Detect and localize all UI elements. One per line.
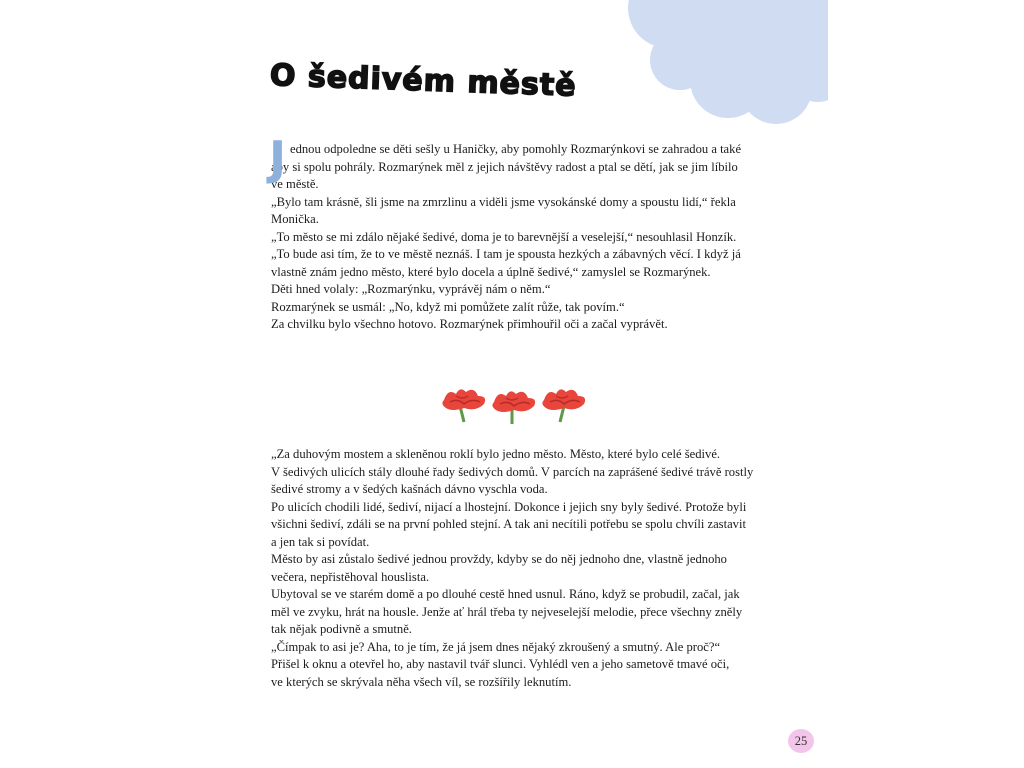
flower-1 [442, 389, 485, 422]
drop-cap: J [269, 131, 287, 185]
text-line: večera, nepřistěhoval houslista. [271, 569, 430, 584]
text-line: V šedivých ulicích stály dlouhé řady šedivých domů. V parcích na zaprášené šedivé trávě rostly [271, 464, 754, 479]
text-line: ve městě. [271, 177, 319, 191]
text-line: Po ulicích chodili lidé, šediví, nijací a lhostejní. Dokonce i jejich sny byly šedivé. Protože byli [271, 499, 747, 514]
text-line: Rozmarýnek se usmál: „No, když mi pomůžete zalít růže, tak povím.“ [271, 299, 625, 314]
text-line: „To bude asi tím, že to ve městě neznáš. I tam je spousta hezkých a zábavných věcí. I když já [271, 247, 741, 261]
text-line: všichni šediví, zdáli se na první pohled stejní. A tak ani necítili potřebu se spolu chvíli zastavit [271, 517, 746, 531]
text-line: „Za duhovým mostem a skleněnou roklí bylo jedno město. Město, které bylo celé šedivé. [271, 447, 721, 461]
text-line: „Čímpak to asi je? Aha, to je tím, že já jsem dnes nějaký zkroušený a smutný. Ale proč?“ [271, 639, 721, 654]
flower-3 [542, 389, 585, 422]
text-line: Město by asi zůstalo šedivé jednou provždy, kdyby se do něj jednoho dne, vlastně jednoho [271, 552, 727, 566]
text-line: „To město se mi zdálo nějaké šedivé, doma je to barevnější a veselejší,“ nesouhlasil Honzík. [271, 229, 737, 244]
intro-first-line-text: ednou odpoledne se děti sešly u Haničky, aby pomohly Rozmarýnkovi se zahradou a také [290, 142, 742, 156]
text-line: Za chvilku bylo všechno hotovo. Rozmarýnek přimhouřil oči a začal vyprávět. [271, 317, 668, 331]
text-line: ve kterých se skrývala něha všech víl, se rozšířily leknutím. [271, 674, 572, 689]
text-line: šedivé stromy a v šedých kašnách dávno vyschla voda. [271, 482, 548, 496]
text-line: tak nějak podivně a smutně. [271, 622, 412, 636]
text-line: vlastně znám jedno město, které bylo docela a úplně šedivé,“ zamyslel se Rozmarýnek. [271, 264, 711, 279]
text-line: měl ve zvyku, hrát na housle. Jenže ať hrál třeba ty nejveselejší melodie, přece všechny zněly [271, 604, 743, 619]
text-line: Děti hned volaly: „Rozmarýnku, vyprávěj nám o něm.“ [271, 282, 551, 296]
flower-2 [492, 391, 535, 424]
intro-paragraph [269, 131, 781, 334]
text-line: aby si spolu pohrály. Rozmarýnek měl z jejich návštěvy radost a ptal se dětí, jak se jim líbilo [271, 159, 738, 174]
text-line: „Bylo tam krásně, šli jsme na zmrzlinu a viděli jsme vysokánské domy a spoustu lidí,“ řekla [271, 194, 736, 209]
carnation-flowers-icon [438, 384, 592, 424]
page-title: O šedivém městě [269, 58, 578, 104]
text-line: a jen tak si povídat. [271, 534, 370, 549]
text-line: Ubytoval se ve starém domě a po dlouhé cestě hned usnul. Ráno, když se probudil, začal, jak [271, 587, 740, 601]
text-line: Monička. [271, 212, 319, 226]
page-number-badge: 25 [788, 729, 814, 753]
cloud-decoration-icon [628, 0, 828, 132]
story-paragraph [271, 446, 781, 691]
text-line: Přišel k oknu a otevřel ho, aby nastavil tvář slunci. Vyhlédl ven a jeho sametově tmavé oči, [271, 657, 730, 671]
